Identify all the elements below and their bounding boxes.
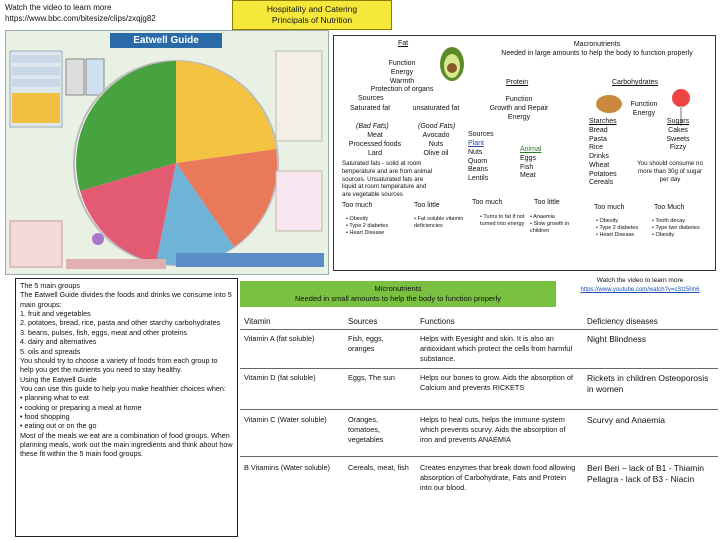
video-prompt: Watch the video to learn more <box>5 3 112 12</box>
table-divider <box>240 368 718 369</box>
fat-description <box>342 160 474 199</box>
functions-cell: Creates enzymes that break down food allowing absorption of Carbohydrate, Fats and Protein into our blood. <box>420 463 576 492</box>
plant-source: Quorn <box>468 157 488 165</box>
carbohydrates-too-little-list: • Tooth decay • Type two diabetes • Obesity <box>652 218 700 238</box>
groups-line: 4. dairy and alternatives <box>20 337 97 347</box>
plant-source: Nuts <box>468 148 483 156</box>
groups-line: • planning what to eat <box>20 393 89 403</box>
functions-cell: Helps our bones to grow. Aids the absorption of Calcium and prevents RICKETS <box>420 373 573 392</box>
fat-function-label: Function <box>388 60 416 67</box>
fat-description-line: are vegetable sources <box>342 191 403 198</box>
plant-source: Beans <box>468 166 488 174</box>
carbohydrates-too-little-label: Too Much <box>654 204 685 211</box>
fat-too-much-item: Obesity <box>349 216 369 222</box>
unsaturated-source: Avocado <box>422 132 450 139</box>
video-prompt: Watch the video to learn more <box>596 277 684 284</box>
protein-function <box>484 96 554 122</box>
protein-too-much-list: • Turns to fat if not turned into energy <box>480 214 525 227</box>
sources-cell: Fish, eggs, oranges <box>348 334 384 353</box>
fat-description-line: liquid at room temperature and <box>342 183 427 191</box>
protein-function-label: Function <box>505 96 533 103</box>
micronutrients-title: Micronutrients <box>374 284 422 294</box>
starch-item: Bread <box>589 126 608 134</box>
micronutrients-subtitle: Needed in small amounts to help the body to function properly <box>295 294 501 303</box>
unsaturated-fat-sources <box>406 132 466 158</box>
groups-line: 3. beans, pulses, fish, eggs, meat and other proteins <box>20 327 188 337</box>
functions-cell: Helps to heal cuts, helps the immune system which prevents scurvy. Aids the absorption of iron and prevents ANAEMIA <box>420 415 566 444</box>
starch-item: Wheat <box>589 161 610 169</box>
sources-cell: Oranges, tomatoes, vegetables <box>348 415 384 444</box>
starch-item: Cereals <box>589 179 614 187</box>
title-line-1: Hospitality and Catering <box>266 4 358 15</box>
saturated-fat-label: Saturated fat <box>350 105 391 112</box>
starch-item: Pasta <box>589 135 607 143</box>
sugar-item: Sweets <box>666 135 690 143</box>
groups-line: 5. oils and spreads <box>20 346 81 356</box>
deficiency-cell: Scurvy and Anaemia <box>587 415 665 425</box>
fat-description-line: temperature and are from animal <box>342 167 433 175</box>
starches-label: Starches <box>589 118 617 125</box>
starch-item: Drinks <box>589 153 609 160</box>
vitamin-cell: Vitamin D (fat soluble) <box>244 373 316 382</box>
vitamin-cell: Vitamin C (Water soluble) <box>244 415 327 424</box>
video-url[interactable]: https://www.youtube.com/watch?v=cStz5hh6 <box>580 286 700 293</box>
protein-function-1: Growth and Repair <box>489 104 549 112</box>
saturated-source: Meat <box>367 132 383 139</box>
groups-line: Using the Eatwell Guide <box>20 374 97 384</box>
bread-icon <box>594 90 624 116</box>
fat-too-much-list: • Obesity • Type 2 diabetes • Heart Disease <box>346 216 389 236</box>
unsaturated-source: Nuts <box>428 140 444 148</box>
fat-too-little-label: Too little <box>414 202 440 209</box>
bad-fats-label: (Bad Fats) <box>356 123 389 130</box>
vitamin-cell: B Vitamins (Water soluble) <box>244 463 330 472</box>
video-link-bottom <box>562 277 718 294</box>
carbohydrates-function-label: Function <box>630 101 658 108</box>
protein-too-little-label: Too little <box>534 199 560 206</box>
groups-line: • food shopping <box>20 412 70 422</box>
fat-description-line: Saturated fats - solid at room <box>342 160 422 167</box>
sugar-note: You should consume no more than 30g of sugar per day <box>637 160 703 183</box>
fat-function-2: Warmth <box>389 77 415 85</box>
starches-list <box>589 118 617 188</box>
fat-too-much-label: Too much <box>342 202 373 209</box>
carbohydrates-too-much-item: Heart Disease <box>599 231 635 238</box>
protein-too-little-item: Anaemia <box>533 214 555 220</box>
protein-too-little-list: • Anaemia • Slow growth in children <box>530 214 570 234</box>
fat-function-1: Energy <box>390 68 414 76</box>
functions-cell: Helps with Eyesight and skin. It is also an antioxidant which protect the cells from harmful substance. <box>420 334 573 363</box>
protein-title: Protein <box>506 79 529 86</box>
column-header: Functions <box>420 317 455 326</box>
groups-line: • cooking or preparing a meal at home <box>20 402 142 412</box>
protein-too-little-item: Slow growth in children <box>530 220 570 234</box>
fat-description-line: sources. Unsaturated fats are <box>342 175 424 183</box>
column-header: Vitamin <box>244 317 271 326</box>
animal-source: Meat <box>520 172 536 180</box>
eatwell-plate-graphic <box>6 31 328 274</box>
fat-function <box>342 60 462 104</box>
good-fats-label: (Good Fats) <box>418 123 456 130</box>
plant-source: Lentils <box>468 175 489 182</box>
macronutrients-panel <box>333 35 716 271</box>
carbohydrates-too-little-item: Tooth decay <box>655 218 686 224</box>
sugar-item: Cakes <box>668 126 688 134</box>
sources-cell: Cereals, meat, fish <box>348 463 409 472</box>
animal-source: Eggs <box>520 154 536 162</box>
carbohydrates-too-little-item: Type two diabetes <box>655 224 700 231</box>
macronutrients-heading <box>482 40 712 59</box>
unsaturated-source: Olive oil <box>423 149 449 157</box>
sugars-list <box>658 118 698 153</box>
fat-too-much-item: Type 2 diabetes <box>349 222 389 229</box>
table-divider <box>240 409 718 410</box>
saturated-source: Lard <box>367 149 382 157</box>
groups-line: 2. potatoes, bread, rice, pasta and other starchy carbohydrates <box>20 318 221 328</box>
fat-function-3: Protection of organs <box>370 86 434 94</box>
fat-sources-label: Sources <box>358 95 384 102</box>
food-groups-text <box>15 278 238 537</box>
fat-too-little-list: • Fat soluble vitamin deficiencies <box>414 216 464 229</box>
column-header: Sources <box>348 317 378 326</box>
vitamin-cell: Vitamin A (fat soluble) <box>244 334 315 343</box>
column-header: Deficiency diseases <box>587 317 658 326</box>
unsaturated-fat-label: unsaturated fat <box>412 105 460 112</box>
groups-line: You can use this guide to help you make healthier choices when: <box>20 383 226 393</box>
animal-source: Fish <box>520 163 534 171</box>
carbohydrates-too-much-item: Obesity <box>599 218 619 224</box>
groups-line: • eating out or on the go <box>20 421 97 431</box>
protein-function-2: Energy <box>507 113 531 121</box>
protein-animal-sources <box>520 146 541 181</box>
groups-line: 1. fruit and vegetables <box>20 309 91 319</box>
groups-line: The Eatwell Guide divides the foods and drinks we consume into 5 main groups: <box>20 290 232 309</box>
animal-label: Animal <box>520 146 542 153</box>
sugar-item: Fizzy <box>669 144 687 152</box>
starch-item: Rice <box>589 144 604 152</box>
starch-item: Potatoes <box>589 170 617 178</box>
protein-too-much-item: Turns to fat if not turned into energy <box>480 214 525 227</box>
protein-too-much-label: Too much <box>472 199 503 206</box>
deficiency-cell: Rickets in children Osteoporosis in women <box>587 373 709 395</box>
carbohydrates-too-little-item: Obesity <box>655 231 675 238</box>
title-line-2: Principals of Nutrition <box>271 15 353 25</box>
sources-cell: Eggs, The sun <box>348 373 395 382</box>
fat-too-much-item: Heart Disease <box>349 229 385 236</box>
table-divider <box>240 456 718 457</box>
protein-plant-sources <box>468 140 488 184</box>
carbohydrates-function <box>624 101 664 119</box>
eatwell-guide-image <box>5 30 329 275</box>
micronutrients-heading <box>240 281 556 307</box>
eatwell-banner: Eatwell Guide <box>110 33 222 48</box>
page-title <box>232 0 392 30</box>
carbohydrates-function-1: Energy <box>632 109 656 117</box>
protein-sources-label: Sources <box>468 131 494 138</box>
saturated-source: Processed foods <box>348 140 402 148</box>
macronutrients-title: Macronutrients <box>573 41 621 48</box>
video-link-top <box>5 3 225 25</box>
video-url[interactable]: https://www.bbc.com/bitesize/clips/zxqjg82 <box>5 13 156 23</box>
fat-title: Fat <box>398 40 409 47</box>
saturated-fat-sources <box>344 132 406 158</box>
micronutrients-table <box>240 309 718 537</box>
carbohydrates-too-much-item: Type 2 diabetes <box>599 224 639 231</box>
fat-too-little-item: Fat soluble vitamin deficiencies <box>414 216 464 229</box>
groups-line: Most of the meals we eat are a combination of food groups. When planning meals, work out the main ingredients and think about how these fit within the 5 main food groups. <box>20 430 233 459</box>
groups-line: The 5 main groups <box>20 281 80 290</box>
deficiency-cell: Night Blindness <box>587 334 647 344</box>
carbohydrates-too-much-list: • Obesity • Type 2 diabetes • Heart Disease <box>596 218 639 238</box>
table-divider <box>240 329 718 330</box>
carbohydrates-title: Carbohydrates <box>612 79 658 86</box>
groups-line: You should try to choose a variety of foods from each group to help you get the nutrients you need to stay healthy. <box>20 355 218 375</box>
plant-label: Plant <box>468 140 484 147</box>
sugars-label: Sugars <box>666 118 690 125</box>
carbohydrates-too-much-label: Too much <box>594 204 625 211</box>
macronutrients-subtitle: Needed in large amounts to help the body to function properly <box>501 50 693 58</box>
deficiency-cell: Beri Beri – lack of B1 - Thiamin Pellagra - lack of B3 - Niacin <box>587 463 704 485</box>
